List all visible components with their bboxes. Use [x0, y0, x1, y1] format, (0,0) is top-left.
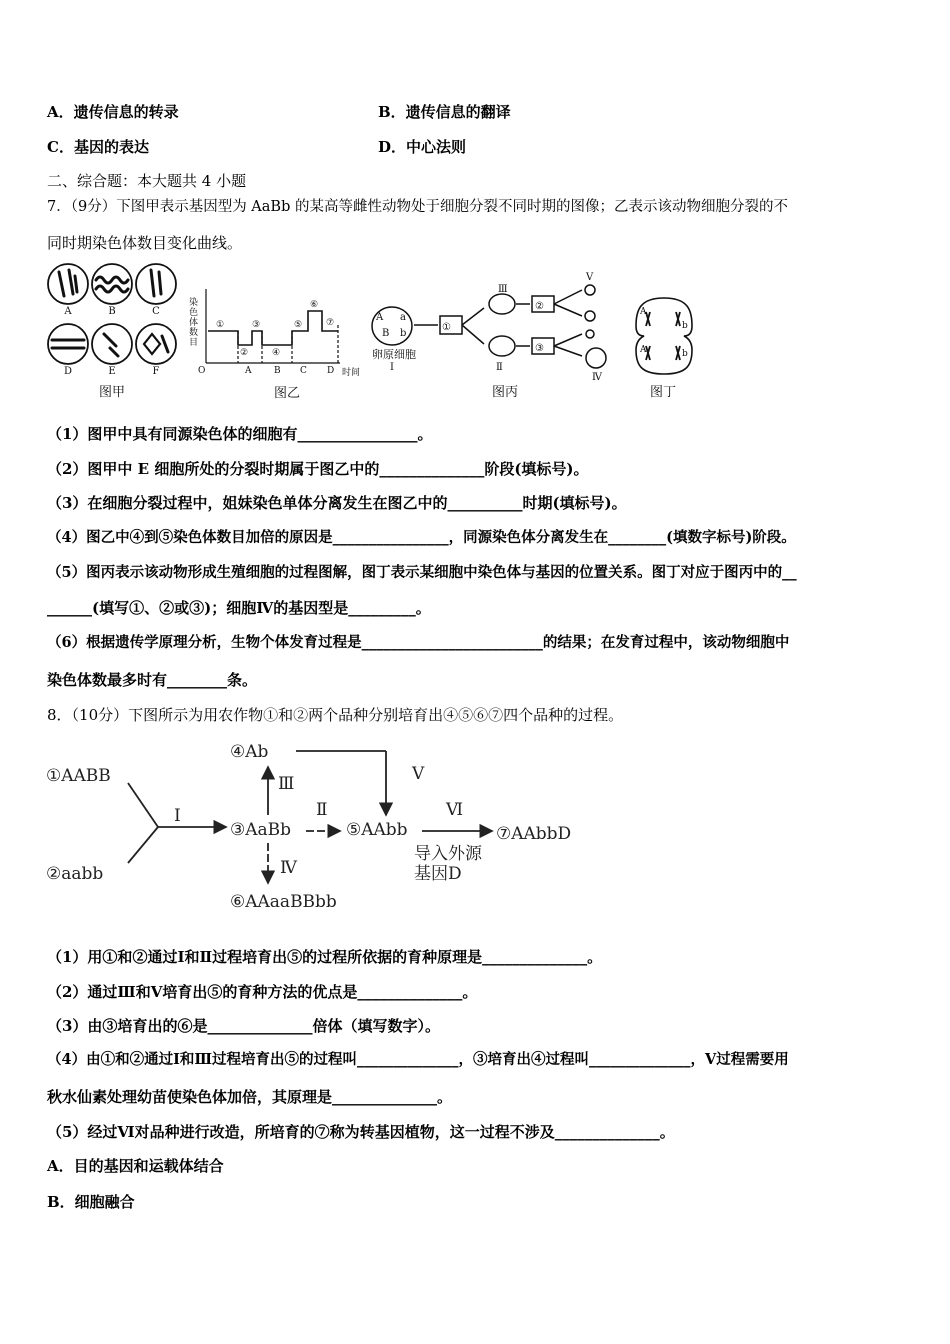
node-2: ②aabb — [46, 864, 104, 884]
q8-sub1: （1）用①和②通过Ⅰ和Ⅱ过程培育出⑤的过程所依据的育种原理是______________。 — [47, 948, 603, 966]
yi-ylabel: 染色体数目 — [187, 297, 197, 347]
cell-label: E — [108, 366, 116, 377]
cell-label: A — [64, 306, 72, 317]
q7-sub6-line2: 染色体数最多时有________条。 — [47, 671, 258, 689]
cell-label: F — [152, 366, 160, 377]
node-5: ⑤AAbb — [346, 820, 408, 840]
q7-stem-line2: 同时期染色体数目变化曲线。 — [47, 234, 243, 252]
bing-roman: Ⅰ — [390, 362, 394, 373]
cell-label: D — [63, 366, 73, 377]
gene-label: B — [382, 328, 390, 339]
q7-sub2: （2）图甲中 E 细胞所处的分裂时期属于图乙中的______________阶段(填标号)。 — [47, 460, 589, 478]
q8-sub3: （3）由③培育出的⑥是______________倍体（填写数字）。 — [47, 1017, 440, 1035]
figure-bing — [370, 270, 630, 402]
step-label: Ⅴ — [412, 764, 425, 784]
cell-label: B — [108, 306, 116, 317]
bing-node: ① — [442, 322, 451, 333]
figure-yi — [187, 285, 370, 403]
node-3: ③AaBb — [230, 820, 292, 840]
fig-bing-caption: 图丙 — [492, 385, 519, 400]
step-label: Ⅲ — [278, 774, 295, 794]
yi-stage: ③ — [252, 320, 261, 330]
yi-stage: ④ — [272, 348, 281, 358]
q8-stem: 8．（10分）下图所示为用农作物①和②两个品种分别培育出④⑤⑥⑦四个品种的过程。 — [47, 706, 624, 724]
figure-jia — [44, 262, 184, 402]
option-d: D．中心法则 — [378, 138, 467, 156]
step-label: Ⅵ — [446, 800, 464, 820]
yi-xlabel: 时间 — [342, 368, 361, 378]
figure-ding — [630, 290, 700, 402]
q7-sub4: （4）图乙中④到⑤染色体数目加倍的原因是________________，同源染色体分离发生在________(填数字标号)阶段。 — [47, 529, 796, 546]
bing-node: ③ — [535, 343, 544, 354]
q7-sub6-line1: （6）根据遗传学原理分析，生物个体发育过程是_________________________的结果；在发育过程中，该动物细胞中 — [47, 634, 790, 651]
yi-xtick: B — [274, 366, 281, 376]
q8-sub4-line2: 秋水仙素处理幼苗使染色体加倍，其原理是______________。 — [47, 1088, 453, 1106]
option-b: B．遗传信息的翻译 — [378, 103, 511, 121]
yi-stage: ⑤ — [294, 320, 303, 330]
q7-stem-line1: 7．（9分）下图甲表示基因型为 AaBb 的某高等雌性动物处于细胞分裂不同时期的图像；乙表示该动物细胞分裂的不 — [47, 199, 788, 215]
section-heading: 二、综合题：本大题共 4 小题 — [47, 172, 247, 190]
cell-c — [136, 264, 176, 304]
gene-label: b — [682, 349, 688, 359]
bing-roman: Ⅱ — [496, 362, 503, 373]
gene-label: A — [376, 312, 384, 323]
node-1: ①AABB — [46, 766, 111, 786]
fig-jia-caption: 图甲 — [98, 385, 126, 400]
q8-sub4-line1: （4）由①和②通过Ⅰ和Ⅲ过程培育出⑤的过程叫______________，③培育出④过程叫______________，Ⅴ过程需要用 — [47, 1051, 789, 1068]
q7-sub5-line2: ______(填写①、②或③)；细胞Ⅳ的基因型是_________。 — [47, 599, 431, 617]
q7-sub3: （3）在细胞分裂过程中，姐妹染色单体分离发生在图乙中的__________时期(填标号)。 — [47, 494, 627, 512]
gene-label: b — [682, 321, 688, 331]
yi-stage: ⑦ — [326, 318, 335, 328]
gene-label: A — [640, 307, 647, 317]
gene-label: a — [400, 312, 406, 323]
yi-xtick: D — [327, 366, 335, 376]
node-6: ⑥AAaaBBbb — [230, 892, 337, 912]
figure-breeding — [40, 735, 600, 915]
yi-xtick: A — [245, 366, 252, 376]
node-7: ⑦AAbbD — [496, 824, 572, 844]
option-a: A．遗传信息的转录 — [47, 103, 179, 121]
bing-oocyte: 卵原细胞 — [372, 348, 416, 361]
step-label: Ⅱ — [316, 800, 328, 820]
fig-ding-caption: 图丁 — [650, 385, 677, 400]
note-line1: 导入外源 — [414, 844, 482, 864]
q7-sub5-line1: （5）图丙表示该动物形成生殖细胞的过程图解，图丁表示某细胞中染色体与基因的位置关系。图丁对应于图丙中的__ — [47, 564, 797, 581]
q8-sub5: （5）经过Ⅵ对品种进行改造，所培育的⑦称为转基因植物，这一过程不涉及______________。 — [47, 1123, 675, 1141]
gene-label: b — [400, 328, 407, 339]
gene-label: A — [640, 345, 647, 355]
bing-roman: Ⅲ — [498, 284, 508, 295]
q8-sub2: （2）通过Ⅲ和Ⅴ培育出⑤的育种方法的优点是______________。 — [47, 983, 478, 1001]
yi-stage: ① — [216, 320, 225, 330]
node-4: ④Ab — [230, 742, 269, 762]
cell-label: C — [152, 306, 160, 317]
step-label: Ⅳ — [280, 858, 297, 878]
option-c: C．基因的表达 — [47, 138, 149, 156]
bing-node: ② — [535, 301, 544, 312]
yi-xtick: C — [300, 366, 307, 376]
q7-sub1: （1）图甲中具有同源染色体的细胞有________________。 — [47, 425, 433, 443]
bing-roman: Ⅴ — [586, 272, 594, 283]
step-label: Ⅰ — [174, 806, 181, 826]
cell-d — [48, 324, 88, 364]
yi-origin: O — [198, 366, 206, 376]
fig-yi-caption: 图乙 — [274, 386, 301, 401]
cell-f — [136, 324, 176, 364]
yi-stage: ② — [240, 348, 249, 358]
q8-option-b: B．细胞融合 — [47, 1193, 135, 1211]
bing-roman: Ⅳ — [592, 372, 602, 383]
q8-option-a: A．目的基因和运载体结合 — [47, 1157, 224, 1175]
note-line2: 基因D — [414, 864, 462, 884]
yi-stage: ⑥ — [310, 300, 319, 310]
